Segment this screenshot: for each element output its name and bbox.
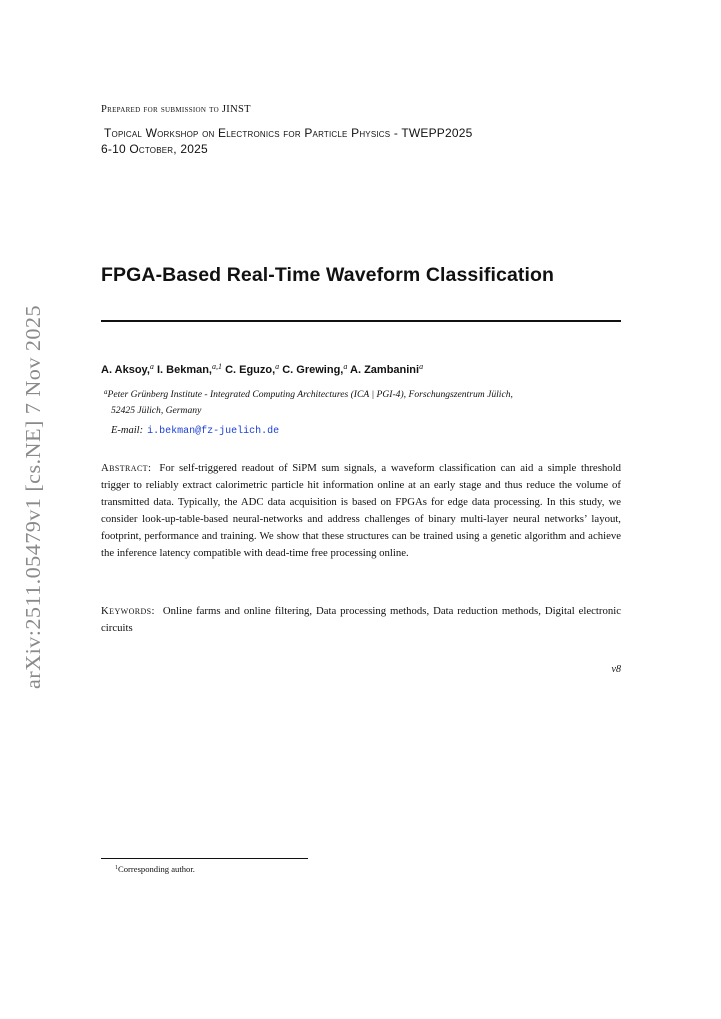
footnote-text: Corresponding author.: [118, 864, 195, 874]
author-affiliation-mark: a: [343, 362, 348, 371]
workshop-name: Topical Workshop on Electronics for Particle Physics - TWEPP2025: [104, 126, 473, 140]
keywords-heading: Keywords:: [101, 605, 155, 617]
keywords: [101, 603, 621, 637]
author-list: [101, 362, 631, 376]
arxiv-identifier-stamp: [19, 305, 49, 689]
author-affiliation-mark: a,1: [212, 362, 222, 371]
workshop-dates: 6-10 October, 2025: [101, 142, 208, 156]
affiliation-line-2: 52425 Jülich, Germany: [111, 405, 202, 416]
keywords-text: Online farms and online filtering, Data processing methods, Data reduction methods, Digital electronic circuits: [101, 605, 621, 635]
paper-header: [101, 104, 621, 156]
affiliation-mark: a: [104, 388, 108, 396]
author-affiliation-mark: a: [149, 362, 154, 371]
title-rule: [101, 320, 621, 322]
footnote-mark: 1: [115, 865, 118, 871]
author-name: C. Grewing,: [282, 364, 344, 376]
affiliation-line-1: Peter Grünberg Institute - Integrated Computing Architectures (ICA | PGI-4), Forschungszentrum Jülich,: [107, 389, 513, 400]
contact-email: [111, 425, 279, 437]
author-affiliation-mark: a: [419, 362, 424, 371]
abstract-text: For self-triggered readout of SiPM sum signals, a waveform classification can aid a simple threshold trigger to reliably extract calorimetric particle hit information online at an early stage and thus reduce the volume of transmitted data. Typically, the ADC data acquisition is based on FPGAs for edge data processing. In this study, we consider look-up-table-based neural-networks and address challenges of binary multi-layer neural networks’ layout, footprint, performance and training. We show that these structures can be trained using a genetic algorithm and achieve the inference latency compatible with dead-time free processing online.: [101, 462, 621, 560]
version-label: v8: [611, 664, 621, 675]
affiliation: [104, 384, 624, 419]
email-link[interactable]: i.bekman@fz-juelich.de: [147, 426, 280, 437]
author-name: A. Aksoy,: [101, 364, 150, 376]
author-affiliation-mark: a: [275, 362, 280, 371]
submission-note: Prepared for submission to JINST: [101, 104, 251, 115]
email-label: E-mail:: [111, 425, 144, 436]
paper-title: FPGA-Based Real-Time Waveform Classification: [101, 264, 555, 286]
abstract: [101, 460, 621, 563]
arxiv-identifier-text: arXiv:2511.05479v1 [cs.NE] 7 Nov 2025: [21, 326, 45, 689]
footnote-rule: [101, 858, 308, 859]
abstract-heading: Abstract:: [101, 462, 152, 474]
author-name: I. Bekman,: [156, 364, 212, 376]
footnote: [115, 864, 195, 874]
author-name: A. Zambanini: [350, 364, 420, 376]
author-name: C. Eguzo,: [225, 364, 276, 376]
